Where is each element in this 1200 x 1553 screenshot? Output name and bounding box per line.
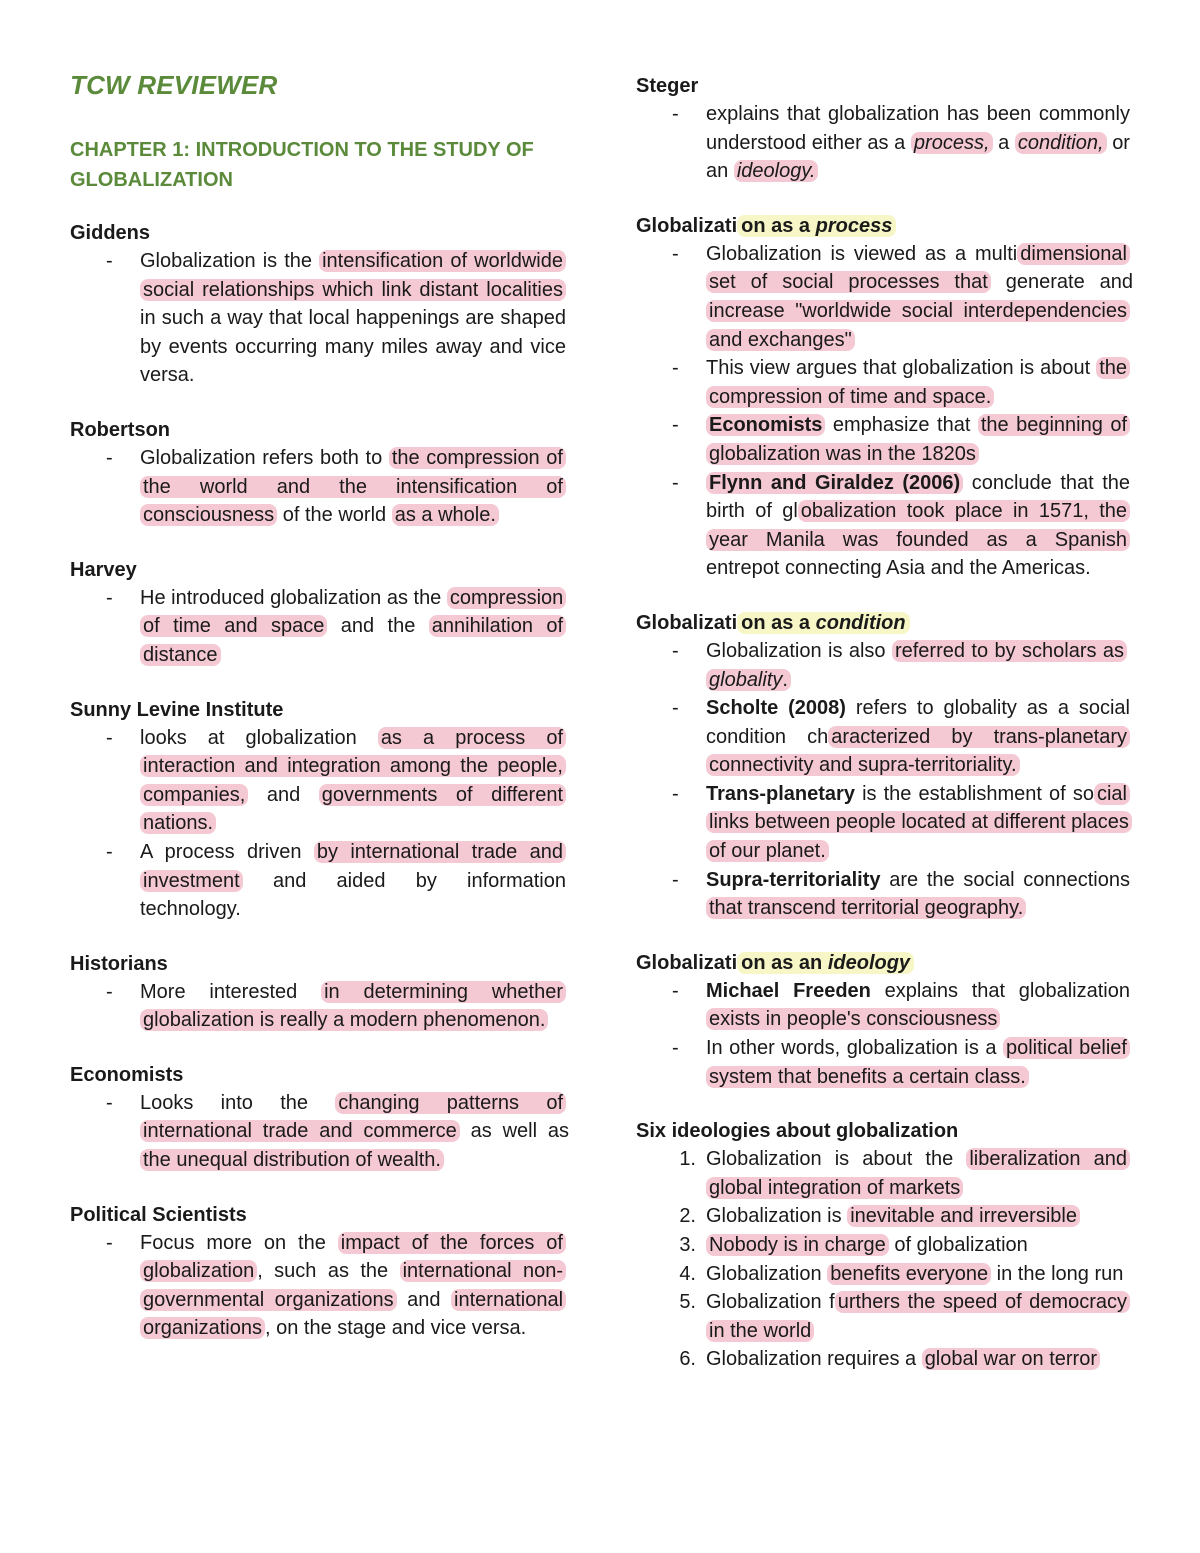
- section-heading: Harvey: [70, 558, 137, 581]
- section-heading: Political Scientists: [70, 1203, 247, 1226]
- section-heading: Robertson: [70, 418, 170, 441]
- section-heading: Steger: [636, 75, 699, 97]
- section-heading: Giddens: [70, 222, 151, 244]
- list-item: - A process driven by international trade and investment and aided by information technology.: [70, 838, 566, 924]
- section-political-scientists: [70, 1201, 566, 1343]
- section-robertson: [70, 416, 566, 530]
- section-economists: [70, 1061, 569, 1175]
- left-column: [70, 70, 569, 1369]
- list-item: 6. Globalization requires a global war on terror: [636, 1345, 1130, 1374]
- section-six-ideologies: [636, 1117, 1130, 1374]
- list-item: - Flynn and Giraldez (2006) conclude that the birth of gl obalization took place in 1571, the year Manila was founded as a Spanish entrepot connecting Asia and the Americas.: [636, 469, 1130, 583]
- list-item: - Globalization is the intensification of worldwide social relationships which link distant localities in such a way that local happenings are shaped by events occurring many miles away and vice versa.: [70, 247, 566, 390]
- list-item: - Looks into the changing patterns of international trade and commerce as well as the unequal distribution of wealth.: [70, 1089, 566, 1175]
- list-item: - explains that globalization has been commonly understood either as a process, a condition, or an ideology.: [636, 100, 1130, 186]
- list-item: - In other words, globalization is a political belief system that benefits a certain class.: [636, 1034, 1130, 1091]
- list-item: - Trans-planetary is the establishment of so cial links between people located at different places of our planet.: [636, 780, 1130, 866]
- section-heading: Six ideologies about globalization: [636, 1120, 959, 1143]
- section-heading: Historians: [70, 952, 168, 975]
- list-item: - Supra-territoriality are the social connections that transcend territorial geography.: [636, 866, 1130, 923]
- section-historians: [70, 950, 566, 1035]
- list-item: - Focus more on the impact of the forces of globalization , such as the international non-governmental organizations and international organizations , on the stage and vice versa.: [70, 1229, 566, 1343]
- section-heading: Globalizati on as a condition: [636, 609, 1130, 637]
- section-heading: Globalizati on as a process: [636, 212, 1130, 240]
- list-item: - Globalization is viewed as a multi dimensional set of social processes that generate and increase "worldwide social interdependencies and exchanges": [636, 240, 1130, 354]
- section-harvey: [70, 556, 566, 670]
- section-heading: Economists: [70, 1063, 184, 1086]
- list-item: - Globalization refers both to the compression of the world and the intensification of consciousness of the world as a whole.: [70, 444, 566, 530]
- section-steger: [636, 72, 1130, 186]
- list-item: - This view argues that globalization is about the compression of time and space.: [636, 354, 1130, 411]
- section-globalization-as-process: [636, 212, 1134, 583]
- right-column: [636, 72, 1134, 1400]
- section-giddens: [70, 219, 566, 390]
- section-globalization-as-ideology: [636, 949, 1130, 1091]
- list-item: - looks at globalization as a process of interaction and integration among the people, companies, and governments of different nations.: [70, 724, 566, 838]
- list-item: - Globalization is also referred to by scholars as globality.: [636, 637, 1130, 694]
- section-sunny-levine: [70, 696, 566, 924]
- section-globalization-as-condition: [636, 609, 1130, 923]
- list-item: - Economists emphasize that the beginning of globalization was in the 1820s: [636, 411, 1130, 468]
- section-heading: Globalizati on as an ideology: [636, 949, 1130, 977]
- list-item: 1. Globalization is about the liberalization and global integration of markets: [636, 1145, 1130, 1202]
- list-item: 3. Nobody is in charge of globalization: [679, 1234, 1028, 1256]
- list-item: 4. Globalization benefits everyone in the long run: [679, 1262, 1124, 1285]
- chapter-heading: CHAPTER 1: INTRODUCTION TO THE STUDY OF GLOBALIZATION: [70, 139, 534, 191]
- list-item: - He introduced globalization as the compression of time and space and the annihilation of distance: [70, 584, 566, 670]
- section-heading: Sunny Levine Institute: [70, 698, 284, 721]
- list-item: 5. Globalization f urthers the speed of democracy in the world: [636, 1288, 1130, 1345]
- list-item: - More interested in determining whether globalization is really a modern phenomenon.: [70, 978, 566, 1035]
- list-item: - Michael Freeden explains that globalization exists in people's consciousness: [636, 977, 1130, 1034]
- list-item: 2. Globalization is inevitable and irreversible: [636, 1202, 1130, 1231]
- document-title: TCW REVIEWER: [70, 70, 278, 100]
- list-item: - Scholte (2008) refers to globality as a social condition ch aracterized by trans-planetary connectivity and supra-territoriality.: [636, 694, 1130, 780]
